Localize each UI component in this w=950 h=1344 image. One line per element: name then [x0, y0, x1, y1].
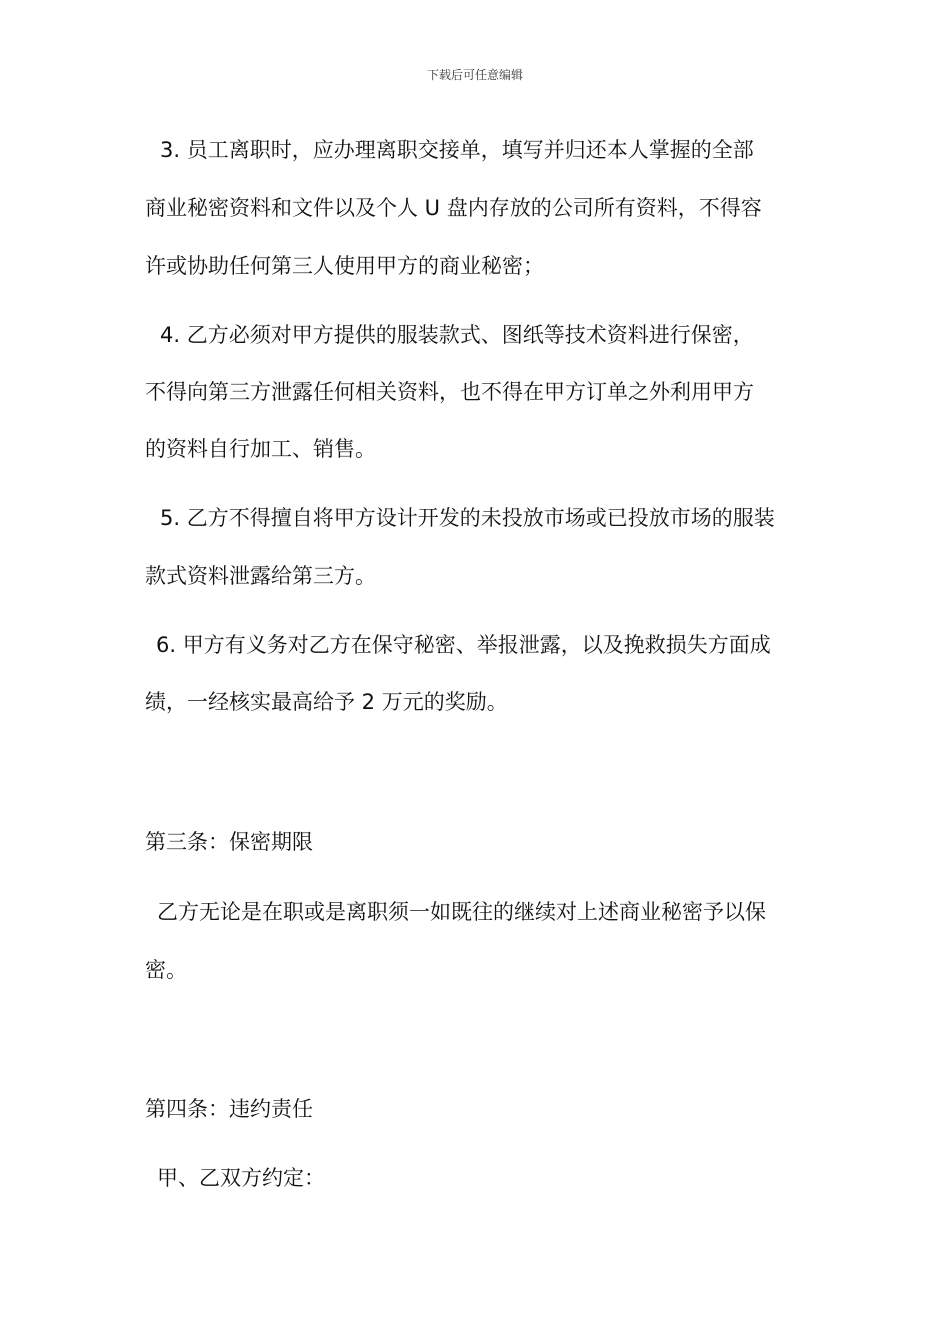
clause-5-line-1: 5. 乙方不得擅自将甲方设计开发的未投放市场或已投放市场的服装 [160, 506, 775, 530]
clause-6-line-1: 6. 甲方有义务对乙方在保守秘密、举报泄露，以及挽救损失方面成 [156, 633, 771, 657]
clause-3-line-1: 3. 员工离职时，应办理离职交接单，填写并归还本人掌握的全部 [160, 138, 754, 162]
clause-6-line-2: 绩，一经核实最高给予 2 万元的奖励。 [145, 690, 508, 714]
article-4-heading: 第四条：违约责任 [145, 1097, 313, 1121]
article-3-line-2: 密。 [145, 958, 187, 982]
clause-4-line-1: 4. 乙方必须对甲方提供的服装款式、图纸等技术资料进行保密， [160, 323, 754, 347]
clause-3-line-2: 商业秘密资料和文件以及个人 U 盘内存放的公司所有资料，不得容 [145, 196, 762, 220]
article-3-heading: 第三条：保密期限 [145, 830, 313, 854]
article-4-line-1: 甲、乙双方约定： [157, 1166, 325, 1190]
clause-4-line-3: 的资料自行加工、销售。 [145, 437, 376, 461]
clause-3-line-3: 许或协助任何第三人使用甲方的商业秘密； [145, 254, 544, 278]
clause-4-line-2: 不得向第三方泄露任何相关资料，也不得在甲方订单之外利用甲方 [145, 380, 754, 404]
article-3-line-1: 乙方无论是在职或是离职须一如既往的继续对上述商业秘密予以保 [157, 900, 766, 924]
page-header: 下载后可任意编辑 [426, 68, 523, 82]
clause-5-line-2: 款式资料泄露给第三方。 [145, 564, 376, 588]
